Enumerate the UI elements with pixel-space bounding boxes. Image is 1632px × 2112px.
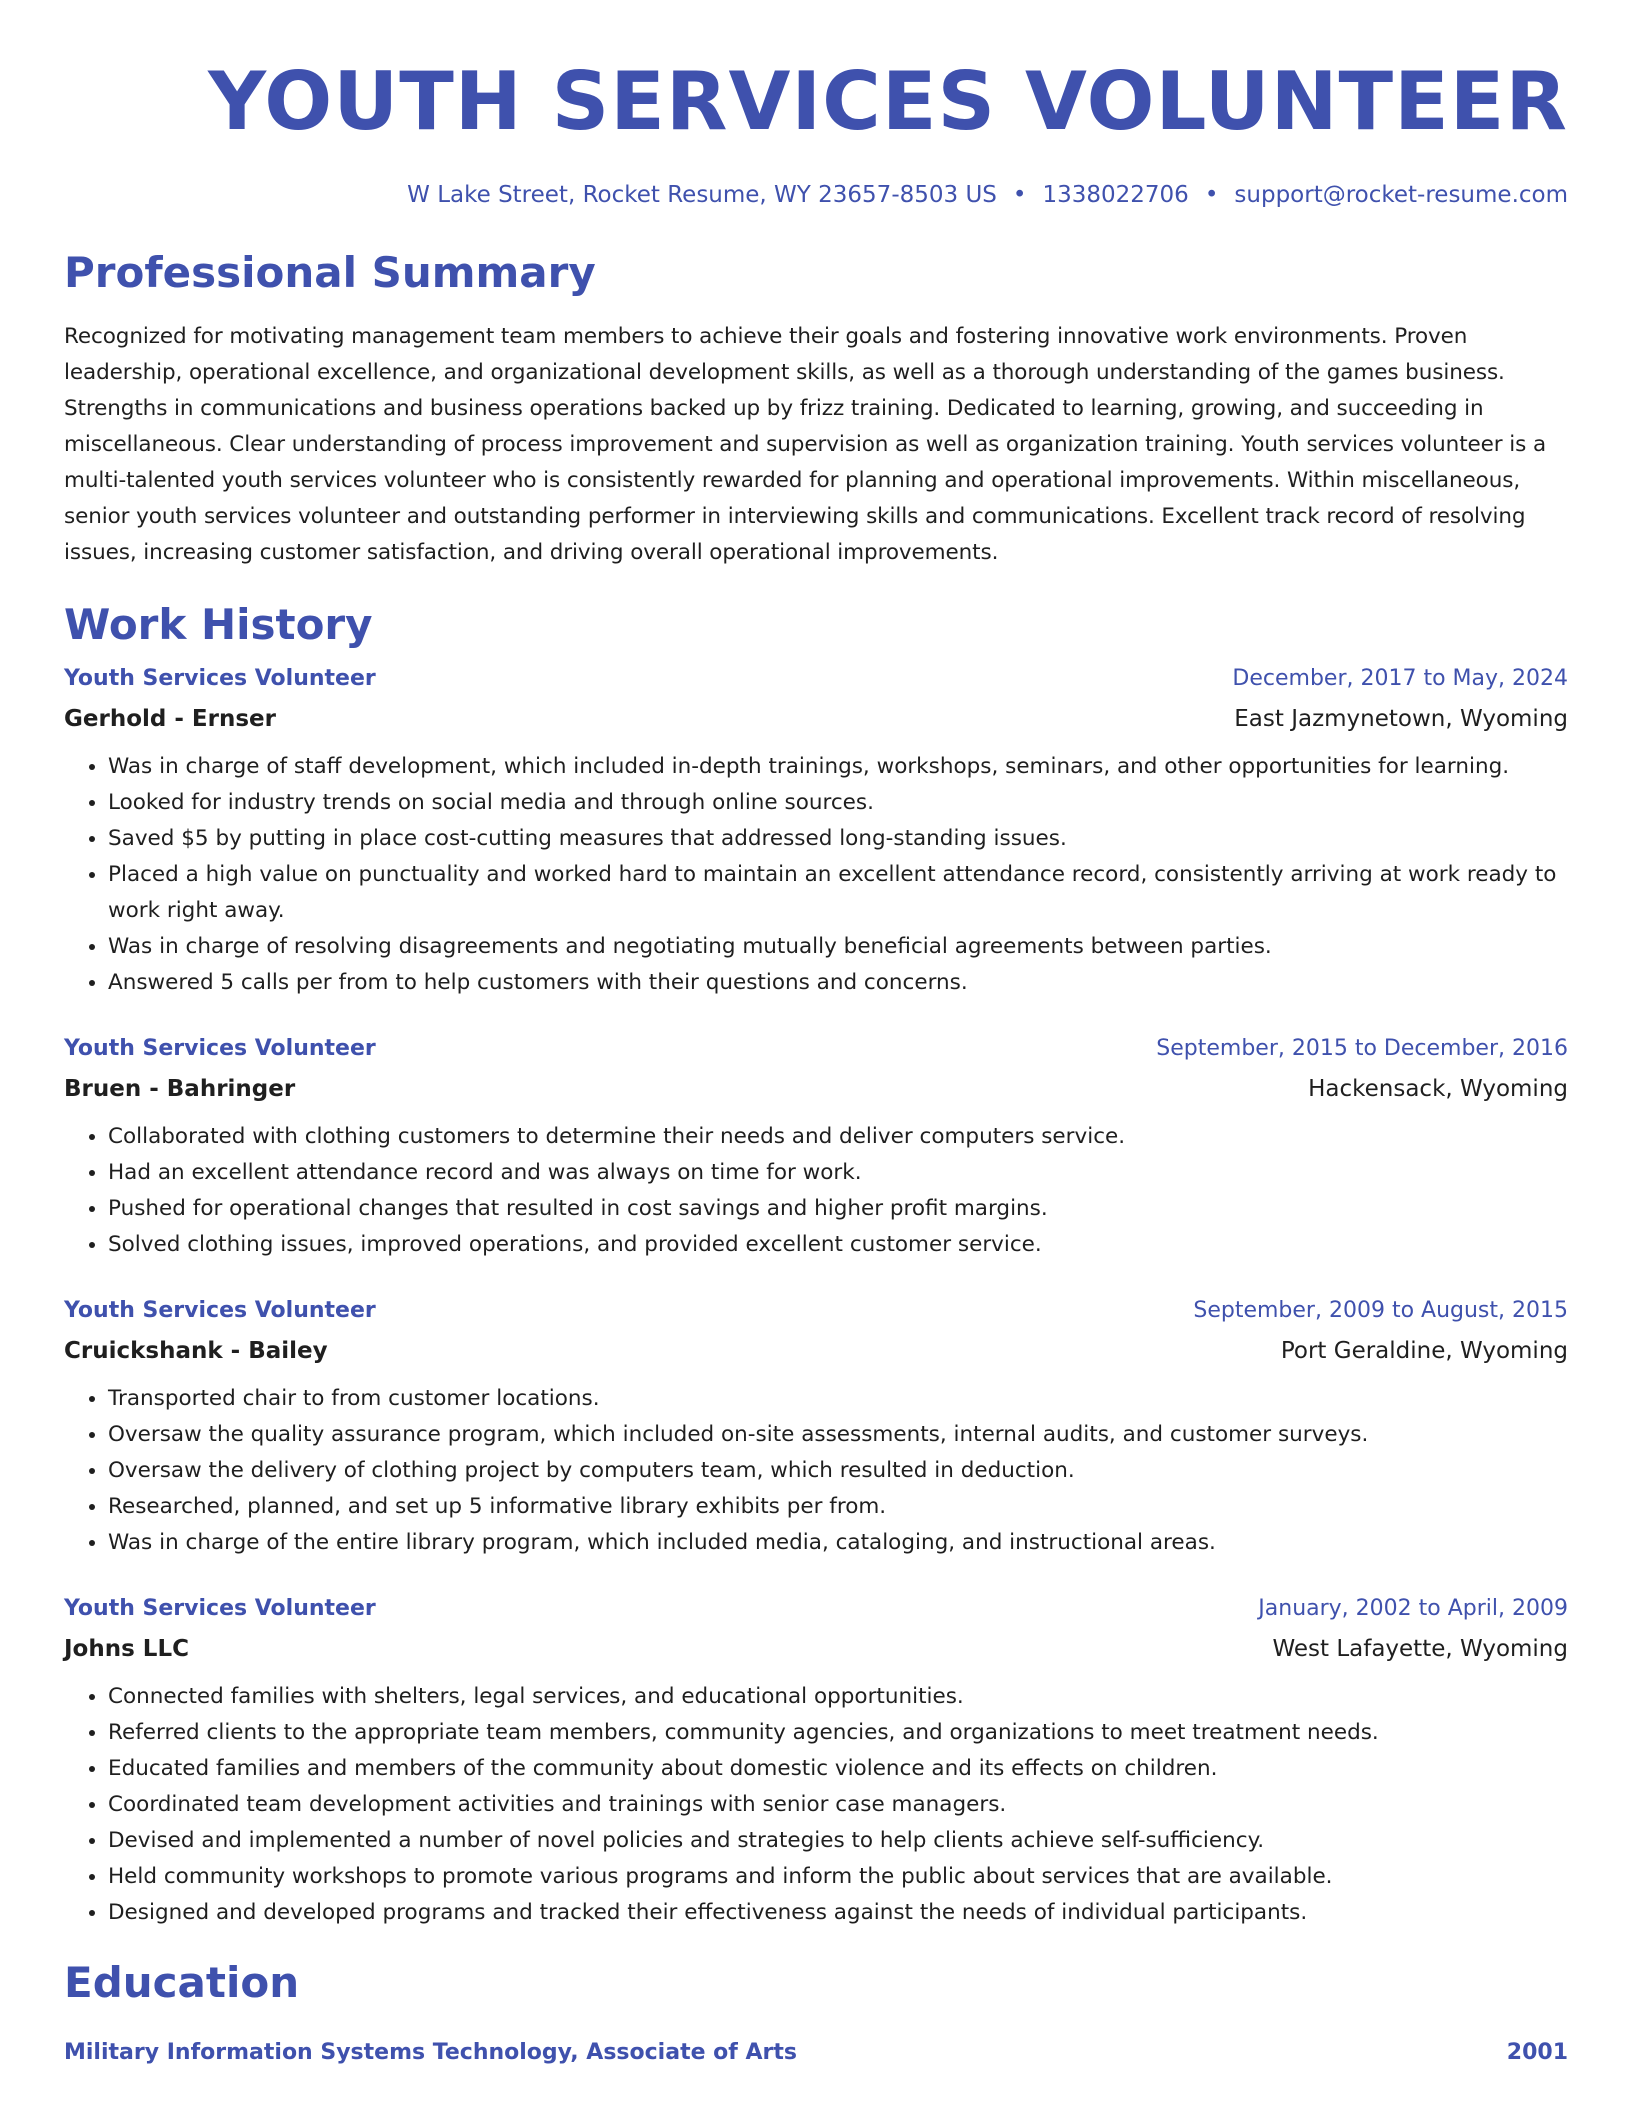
education-degree: Military Information Systems Technology, Associate of Arts [64, 2040, 797, 2065]
job-bullet: • Held community workshops to promote various programs and inform the public about services that are available. [108, 1859, 1568, 1895]
job-bullet: • Transported chair to from customer locations. [108, 1381, 1568, 1417]
job-header [64, 1029, 1568, 1069]
job-subheader [64, 1331, 1568, 1371]
job-dates: September, 2009 to August, 2015 [1193, 1298, 1568, 1323]
job-spacer [64, 1001, 1568, 1029]
job-bullet-list [64, 749, 1568, 1001]
job-header [64, 1291, 1568, 1331]
contact-line [64, 179, 1568, 211]
job-entry [64, 1029, 1568, 1263]
contact-separator: • [1012, 182, 1027, 208]
job-bullet: • Was in charge of resolving disagreements and negotiating mutually beneficial agreements between parties. [108, 929, 1568, 965]
summary-text: Recognized for motivating management team members to achieve their goals and fostering innovative work environments. Proven leadership, operational excellence, and organizational development skills, as well as a thorough understanding of the games business. Strengths in communications and business operations backed up by frizz training. Dedicated to learning, growing, and succeeding in miscellaneous. Clear understanding of process improvement and supervision as well as organization training. Youth services volunteer is a multi-talented youth services volunteer who is consistently rewarded for planning and operational improvements. Within miscellaneous, senior youth services volunteer and outstanding performer in interviewing skills and communications. Excellent track record of resolving issues, increasing customer satisfaction, and driving overall operational improvements. [64, 324, 1547, 565]
education-heading: Education [64, 1958, 300, 2007]
job-bullet: • Devised and implemented a number of novel policies and strategies to help clients achieve self-sufficiency. [108, 1823, 1568, 1859]
job-bullet: • Educated families and members of the community about domestic violence and its effects on children. [108, 1751, 1568, 1787]
job-bullet-list [64, 1119, 1568, 1263]
job-entry [64, 1291, 1568, 1561]
job-location: West Lafayette, Wyoming [1272, 1636, 1568, 1662]
contact-separator: • [1204, 182, 1219, 208]
job-dates: January, 2002 to April, 2009 [1258, 1596, 1568, 1621]
job-subheader [64, 699, 1568, 739]
job-company: Bruen - Bahringer [64, 1076, 296, 1102]
job-subheader [64, 1069, 1568, 1109]
work-history-list [64, 659, 1568, 1931]
job-company: Johns LLC [64, 1636, 189, 1662]
job-location: East Jazmynetown, Wyoming [1234, 706, 1568, 732]
job-bullet-list [64, 1679, 1568, 1931]
job-location: Hackensack, Wyoming [1308, 1076, 1568, 1102]
job-bullet: • Oversaw the delivery of clothing project by computers team, which resulted in deduction. [108, 1453, 1568, 1489]
contact-address: W Lake Street, Rocket Resume, WY 23657-8503 US [407, 182, 997, 208]
job-header [64, 1589, 1568, 1629]
job-bullet: • Placed a high value on punctuality and worked hard to maintain an excellent attendance record, consistently arriving at work ready to work right away. [108, 857, 1568, 929]
job-bullet: • Saved $5 by putting in place cost-cutting measures that addressed long-standing issues. [108, 821, 1568, 857]
job-spacer [64, 1263, 1568, 1291]
job-bullet: • Was in charge of the entire library program, which included media, cataloging, and instructional areas. [108, 1525, 1568, 1561]
job-title: Youth Services Volunteer [64, 1596, 376, 1621]
job-bullet: • Looked for industry trends on social media and through online sources. [108, 785, 1568, 821]
job-title: Youth Services Volunteer [64, 666, 376, 691]
job-bullet: • Researched, planned, and set up 5 informative library exhibits per from. [108, 1489, 1568, 1525]
job-spacer [64, 1561, 1568, 1589]
job-subheader [64, 1629, 1568, 1669]
job-bullet-list [64, 1381, 1568, 1561]
job-location: Port Geraldine, Wyoming [1280, 1338, 1568, 1364]
job-title: Youth Services Volunteer [64, 1036, 376, 1061]
job-dates: September, 2015 to December, 2016 [1156, 1036, 1568, 1061]
contact-email[interactable]: support@rocket-resume.com [1234, 182, 1568, 208]
job-bullet: • Collaborated with clothing customers to determine their needs and deliver computers service. [108, 1119, 1568, 1155]
job-bullet: • Designed and developed programs and tracked their effectiveness against the needs of individual participants. [108, 1895, 1568, 1931]
job-bullet: • Coordinated team development activities and trainings with senior case managers. [108, 1787, 1568, 1823]
job-bullet: • Connected families with shelters, legal services, and educational opportunities. [108, 1679, 1568, 1715]
job-bullet: • Referred clients to the appropriate team members, community agencies, and organizations to meet treatment needs. [108, 1715, 1568, 1751]
job-header [64, 659, 1568, 699]
job-entry [64, 659, 1568, 1001]
job-bullet: • Had an excellent attendance record and was always on time for work. [108, 1155, 1568, 1191]
job-company: Cruickshank - Bailey [64, 1338, 328, 1364]
summary-heading: Professional Summary [64, 248, 596, 297]
job-bullet: • Oversaw the quality assurance program, which included on-site assessments, internal audits, and customer surveys. [108, 1417, 1568, 1453]
job-bullet: • Was in charge of staff development, which included in-depth trainings, workshops, seminars, and other opportunities for learning. [108, 749, 1568, 785]
job-bullet: • Solved clothing issues, improved operations, and provided excellent customer service. [108, 1227, 1568, 1263]
job-bullet: • Pushed for operational changes that resulted in cost savings and higher profit margins. [108, 1191, 1568, 1227]
job-bullet: • Answered 5 calls per from to help customers with their questions and concerns. [108, 965, 1568, 1001]
education-entry [64, 2033, 1568, 2073]
work-history-heading: Work History [64, 600, 373, 649]
job-dates: December, 2017 to May, 2024 [1232, 666, 1568, 691]
resume-name: YOUTH SERVICES VOLUNTEER [208, 55, 1568, 148]
contact-phone: 1338022706 [1042, 182, 1189, 208]
education-year: 2001 [1506, 2040, 1568, 2065]
job-title: Youth Services Volunteer [64, 1298, 376, 1323]
job-company: Gerhold - Ernser [64, 706, 276, 732]
job-entry [64, 1589, 1568, 1931]
